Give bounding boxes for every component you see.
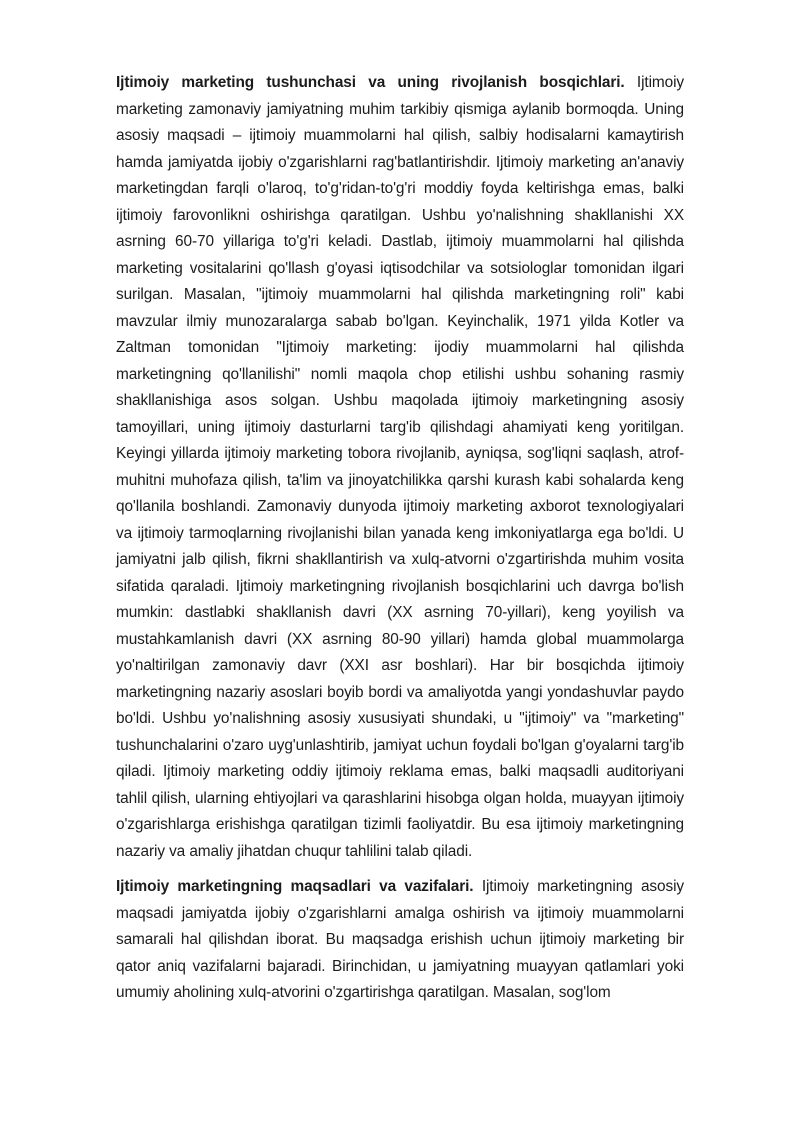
document-body (116, 70, 684, 1016)
paragraph-text: Ijtimoiy marketing zamonaviy jamiyatning muhim tarkibiy qismiga aylanib bormoqda. Uning asosiy maqsadi – ijtimoiy muammolarni hal qilish, salbiy hodisalarni kamaytirish hamda jamiyatda ijobiy o'zgarishlarni rag'batlantirishdir. Ijtimoiy marketing an'anaviy marketingdan farqli o'laroq, to'g'ridan-to'g'ri moddiy foyda keltirishga emas, balki ijtimoiy farovonlikni oshirishga qaratilgan. Ushbu yo'nalishning shakllanishi XX asrning 60-70 yillariga to'g'ri keladi. Dastlab, ijtimoiy muammolarni hal qilishda marketing vositalarini qo'llash g'oyasi iqtisodchilar va sotsiologlar tomonidan ilgari surilgan. Masalan, "ijtimoiy muammolarni hal qilishda marketingning roli" kabi mavzular ilmiy munozaralarga sabab bo'lgan. Keyinchalik, 1971 yilda Kotler va Zaltman tomonidan "Ijtimoiy marketing: ijodiy muammolarni hal qilishda marketingning qo'llanilishi" nomli maqola chop etilishi ushbu sohaning rasmiy shakllanishiga asos solgan. Ushbu maqolada ijtimoiy marketingning asosiy tamoyillari, uning ijtimoiy dasturlarni targ'ib qilishdagi ahamiyati keng yoritilgan. Keyingi yillarda ijtimoiy marketing tobora rivojlanib, ayniqsa, sog'liqni saqlash, atrof-muhitni muhofaza qilish, ta'lim va jinoyatchilikka qarshi kurash kabi sohalarda keng qo'llanila boshlandi. Zamonaviy dunyoda ijtimoiy marketing axborot texnologiyalari va ijtimoiy tarmoqlarning rivojlanishi bilan yanada keng imkoniyatlarga ega bo'ldi. U jamiyatni jalb qilish, fikrni shakllantirish va xulq-atvorni o'zgartirishda muhim vosita sifatida qaraladi. Ijtimoiy marketingning rivojlanish bosqichlarini uch davrga bo'lish mumkin: dastlabki shakllanish davri (XX asrning 70-yillari), keng yoyilish va mustahkamlanish davri (XX asrning 80-90 yillari) hamda global muammolarga yo'naltirilgan zamonaviy davr (XXI asr boshlari). Har bir bosqichda ijtimoiy marketingning nazariy asoslari boyib bordi va amaliyotda yangi yondashuvlar paydo bo'ldi. Ushbu yo'nalishning asosiy xususiyati shundaki, u "ijtimoiy" va "marketing" tushunchalarini o'zaro uyg'unlashtirib, jamiyat uchun foydali bo'lgan g'oyalarni targ'ib qiladi. Ijtimoiy marketing oddiy ijtimoiy reklama emas, balki maqsadli auditoriyani tahlil qilish, ularning ehtiyojlari va qarashlarini hisobga olgan holda, muayyan ijtimoiy o'zgarishlarga erishishga qaratilgan tizimli faoliyatdir. Bu esa ijtimoiy marketingning nazariy va amaliy jihatdan chuqur tahlilini talab qiladi. (116, 74, 684, 860)
paragraph-concept (116, 70, 684, 865)
paragraph-goals (116, 874, 684, 1007)
paragraph-heading: Ijtimoiy marketing tushunchasi va uning rivojlanish bosqichlari. (116, 74, 625, 91)
paragraph-heading: Ijtimoiy marketingning maqsadlari va vazifalari. (116, 878, 474, 895)
paragraph-text: Ijtimoiy marketingning asosiy maqsadi jamiyatda ijobiy o'zgarishlarni amalga oshirish va ijtimoiy muammolarni samarali hal qilishdan iborat. Bu maqsadga erishish uchun ijtimoiy marketing bir qator aniq vazifalarni bajaradi. Birinchidan, u jamiyatning muayyan qatlamlari yoki umumiy aholining xulq-atvorini o'zgartirishga qaratilgan. Masalan, sog'lom (116, 878, 684, 1001)
